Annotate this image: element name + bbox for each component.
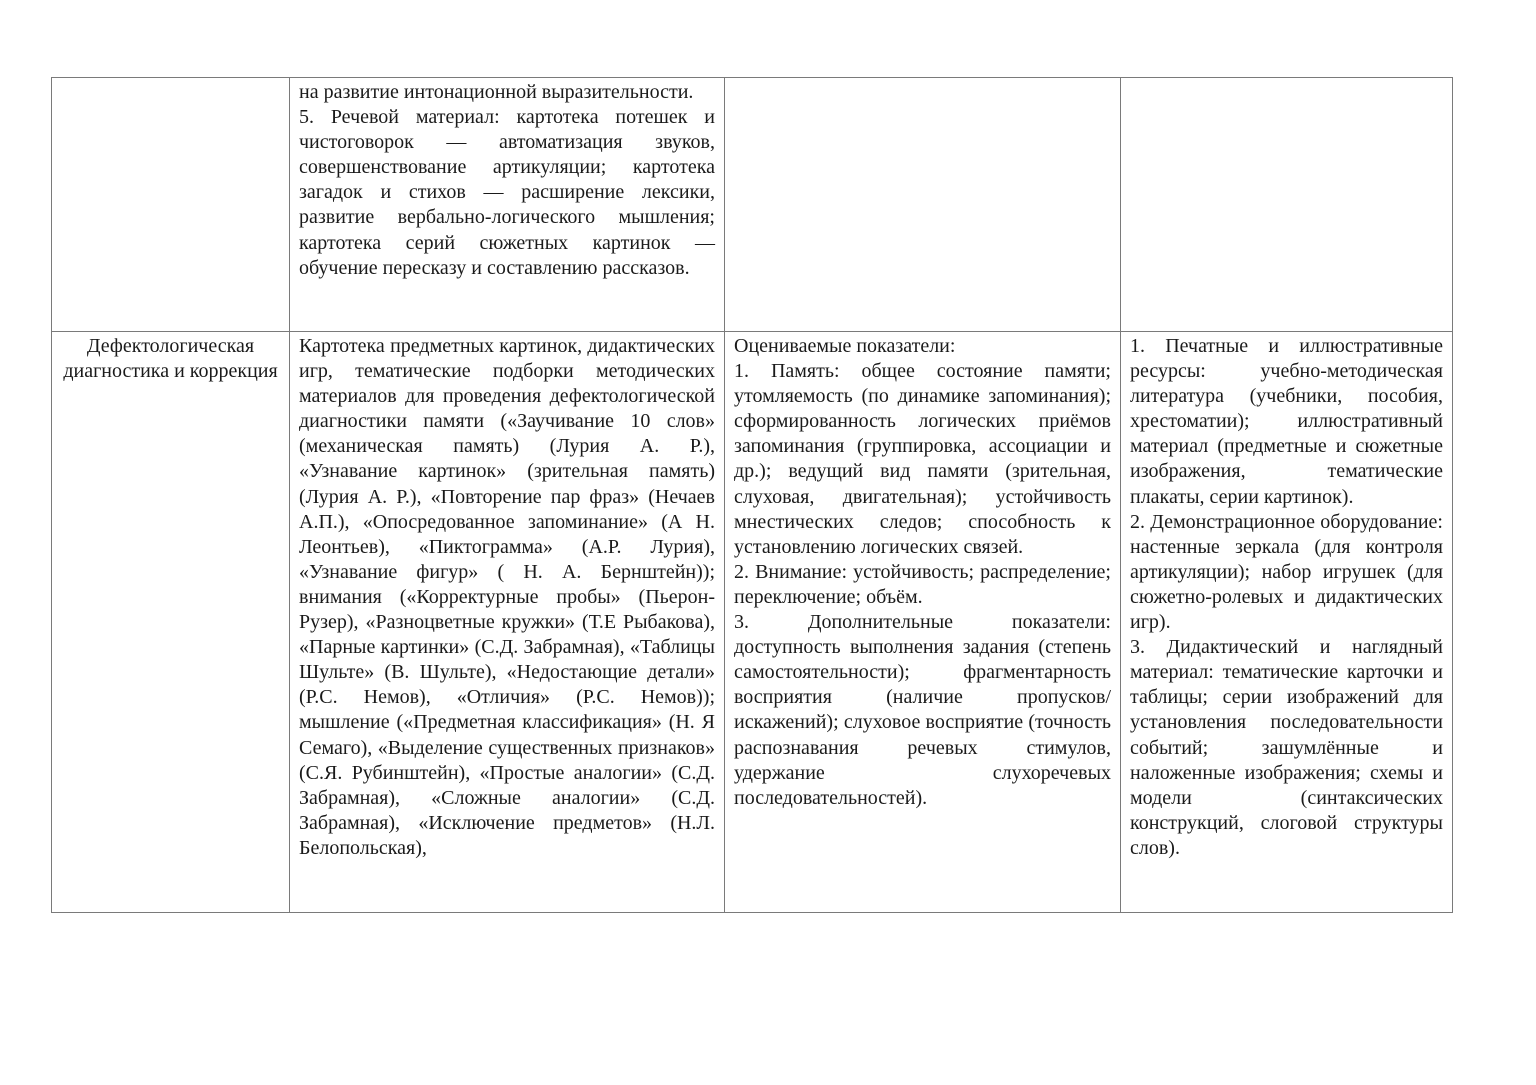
cell-paragraph: 3. Дополнительные показатели: доступность выполнения задания (степень самостоятельности); фрагментарность восприятия (наличие пропусков/искажений); слуховое восприятие (точность распознавания речевых стимулов, удержание слухоречевых последовательностей). bbox=[734, 611, 1111, 809]
table-row bbox=[52, 78, 1453, 332]
table-cell-empty bbox=[52, 78, 290, 332]
section-title: Дефектологическая диагностика и коррекция bbox=[63, 335, 278, 383]
table-cell-section-title bbox=[52, 332, 290, 913]
cell-paragraph: Картотека предметных картинок, дидактических игр, тематические подборки методических материалов для проведения дефектологической диагностики памяти («Заучивание 10 слов» (механическая память) (Лурия А. Р.), «Узнавание картинок» (зрительная память) (Лурия А. Р.), «Повторение пар фраз» (Нечаев А.П.), «Опосредованное запоминание» (А Н. Леонтьев), «Пиктограмма» (А.Р. Лурия), «Узнавание фигур» ( Н. А. Бернштейн)); внимания («Корректурные пробы» (Пьерон-Рузер), «Разноцветные кружки» (Т.Е Рыбакова), «Парные картинки» (С.Д. Забрамная), «Таблицы Шульте» (В. Шульте), «Недостающие детали» (Р.С. Немов), «Отличия» (Р.С. Немов)); мышление («Предметная классификация» (Н. Я Семаго), «Выделение существенных признаков» (С.Я. Рубинштейн), «Простые аналогии» (С.Д. Забрамная), «Сложные аналогии» (С.Д. Забрамная), «Исключение предметов» (Н.Л. Белопольская), bbox=[299, 335, 715, 859]
cell-paragraph: 1. Печатные и иллюстративные ресурсы: учебно-методическая литература (учебники, пособия, хрестоматии); иллюстративный материал (предметные и сюжетные изображения, тематические плакаты, серии картинок). bbox=[1130, 335, 1443, 508]
cell-paragraph: 2. Внимание: устойчивость; распределение; переключение; объём. bbox=[734, 560, 1111, 608]
cell-paragraph: 5. Речевой материал: картотека потешек и чистоговорок — автоматизация звуков, совершенствование артикуляции; картотека загадок и стихов — расширение лексики, развитие вербально-логического мышления; картотека серий сюжетных картинок — обучение пересказу и составлению рассказов. bbox=[299, 106, 715, 279]
cell-paragraph: Оцениваемые показатели: bbox=[734, 335, 956, 357]
table-row bbox=[52, 332, 1453, 913]
table-cell-materials bbox=[290, 78, 725, 332]
cell-paragraph: 1. Память: общее состояние памяти; утомляемость (по динамике запоминания); сформированность логических приёмов запоминания (группировка, ассоциации и др.); ведущий вид памяти (зрительная, слуховая, двигательная); устойчивость мнестических следов; способность к установлению логических связей. bbox=[734, 360, 1111, 558]
resources-table bbox=[51, 77, 1453, 913]
table-cell-empty bbox=[1121, 78, 1453, 332]
table-cell-materials bbox=[290, 332, 725, 913]
cell-paragraph: 2. Демонстрационное оборудование: настенные зеркала (для контроля артикуляции); набор игрушек (для сюжетно-ролевых и дидактических игр). bbox=[1130, 510, 1443, 634]
table-cell-resources bbox=[1121, 332, 1453, 913]
cell-paragraph: 3. Дидактический и наглядный материал: тематические карточки и таблицы; серии изображений для установления последовательности событий; зашумлённые и наложенные изображения; схемы и модели (синтаксических конструкций, слоговой структуры слов). bbox=[1130, 636, 1443, 859]
table-cell-empty bbox=[725, 78, 1121, 332]
cell-paragraph: на развитие интонационной выразительности. bbox=[299, 81, 694, 103]
table-cell-indicators bbox=[725, 332, 1121, 913]
